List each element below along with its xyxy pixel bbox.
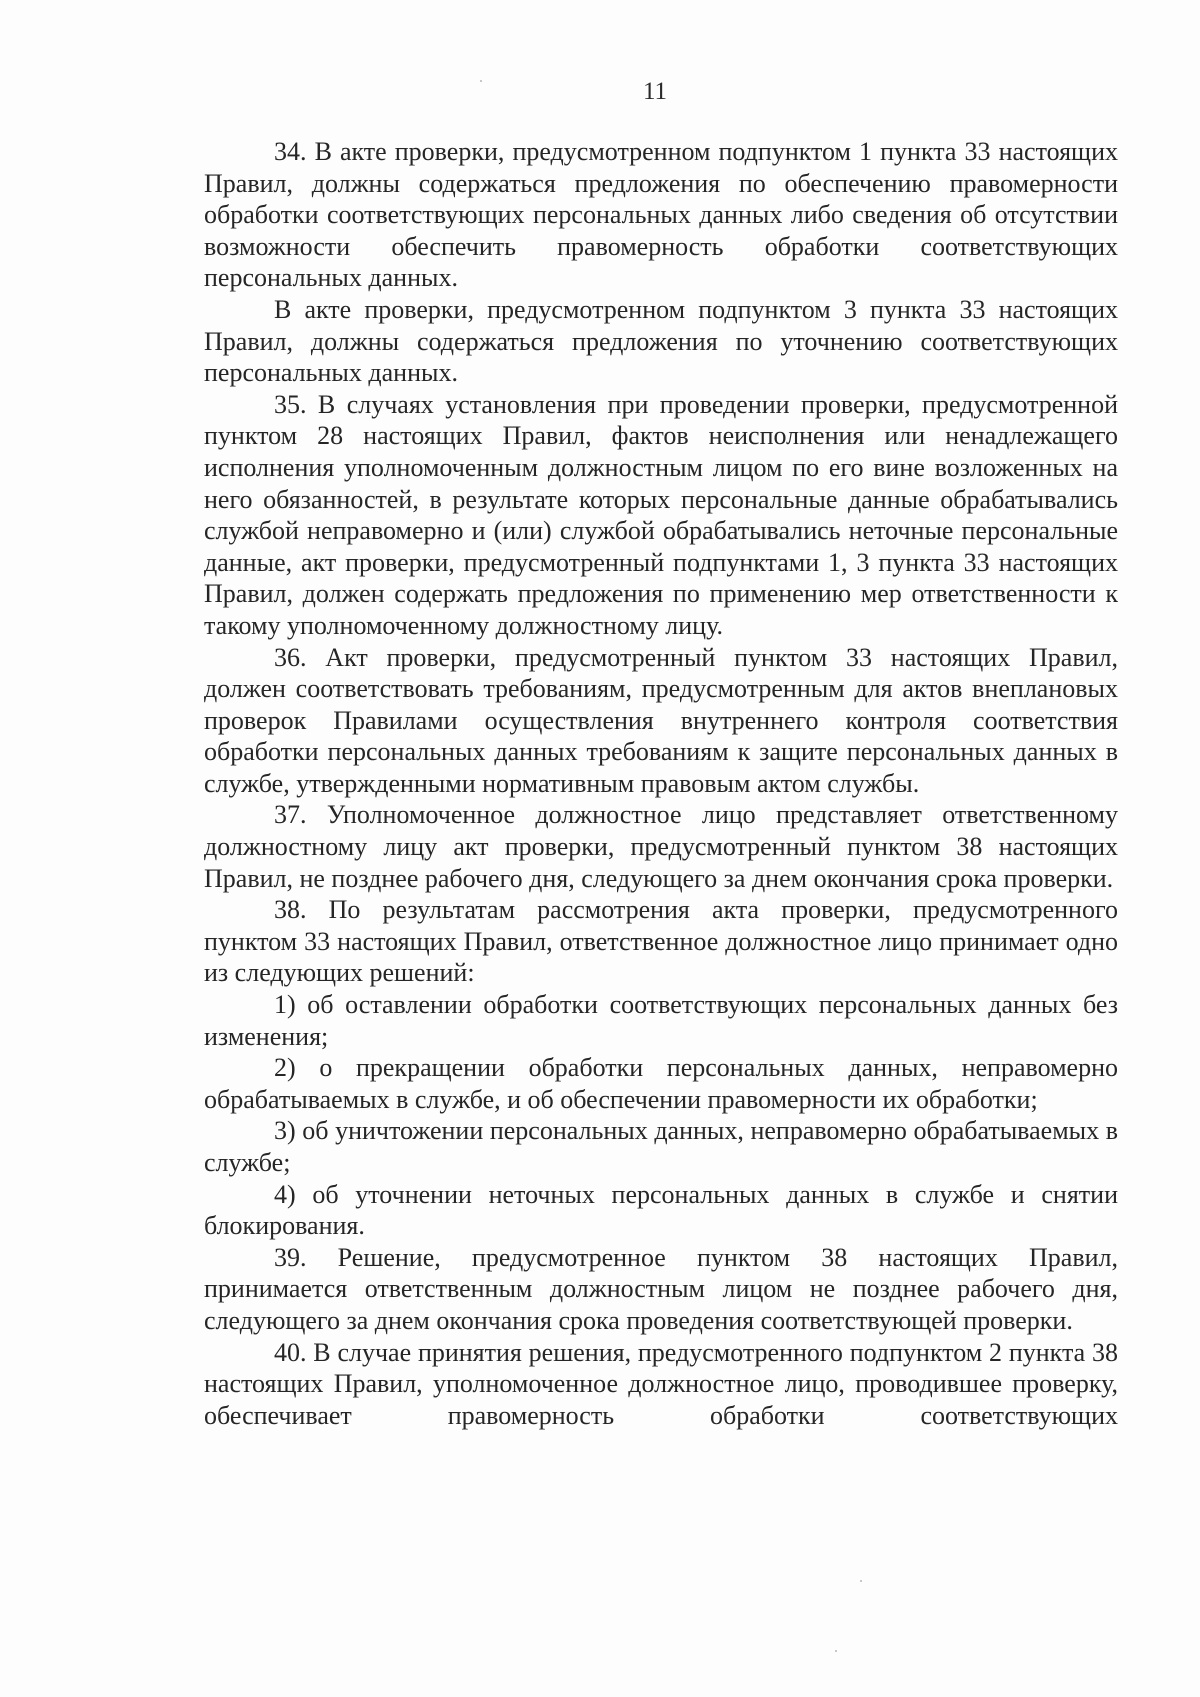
paragraph-37: 37. Уполномоченное должностное лицо представляет ответственному должностному лицу акт проверки, предусмотренный пунктом 38 настоящих Правил, не позднее рабочего дня, следующего за днем окончания срока проверки. [204, 800, 1118, 893]
paragraph-39: 39. Решение, предусмотренное пунктом 38 настоящих Правил, принимается ответственным должностным лицом не позднее рабочего дня, следующего за днем окончания срока проведения соответствующей проверки. [204, 1242, 1118, 1335]
paragraph-35: 35. В случаях установления при проведении проверки, предусмотренной пунктом 28 настоящих Правил, фактов неисполнения или ненадлежащего исполнения уполномоченным должностным лицом по его вине возложенных на него обязанностей, в результате которых персональные данные обрабатывались службой неправомерно и (или) службой обрабатывались неточные персональные данные, акт проверки, предусмотренный подпунктами 1, 3 пункта 33 настоящих Правил, должен содержать предложения по применению мер ответственности к такому уполномоченному должностному лицу. [204, 389, 1118, 640]
list-item-3: 3) об уничтожении персональных данных, неправомерно обрабатываемых в службе; [204, 1116, 1118, 1177]
list-item-1: 1) об оставлении обработки соответствующих персональных данных без изменения; [204, 990, 1118, 1051]
scan-speck [860, 1580, 862, 1582]
scan-speck [480, 80, 482, 82]
paragraph-40: 40. В случае принятия решения, предусмотренного подпунктом 2 пункта 38 настоящих Правил, уполномоченное должностное лицо, проводившее проверку, обеспечивает правомерность обработки соответствующих [204, 1337, 1118, 1430]
list-item-2: 2) о прекращении обработки персональных данных, неправомерно обрабатываемых в службе, и об обеспечении правомерности их обработки; [204, 1053, 1118, 1114]
paragraph-34-continued: В акте проверки, предусмотренном подпунктом 3 пункта 33 настоящих Правил, должны содержаться предложения по уточнению соответствующих персональных данных. [204, 294, 1118, 388]
document-body [204, 136, 1118, 1431]
list-item-4: 4) об уточнении неточных персональных данных в службе и снятии блокирования. [204, 1179, 1118, 1241]
page-number: 11 [642, 78, 668, 105]
paragraph-36: 36. Акт проверки, предусмотренный пунктом 33 настоящих Правил, должен соответствовать требованиям, предусмотренным для актов внеплановых проверок Правилами осуществления внутреннего контроля соответствия обработки персональных данных требованиям к защите персональных данных в службе, утвержденными нормативным правовым актом службы. [204, 642, 1118, 798]
paragraph-34: 34. В акте проверки, предусмотренном подпунктом 1 пункта 33 настоящих Правил, должны содержаться предложения по обеспечению правомерности обработки соответствующих персональных данных либо сведения об отсутствии возможности обеспечить правомерность обработки соответствующих персональных данных. [204, 137, 1118, 293]
paragraph-38: 38. По результатам рассмотрения акта проверки, предусмотренного пунктом 33 настоящих Правил, ответственное должностное лицо принимает одно из следующих решений: [204, 895, 1118, 988]
scan-speck [835, 1650, 837, 1652]
